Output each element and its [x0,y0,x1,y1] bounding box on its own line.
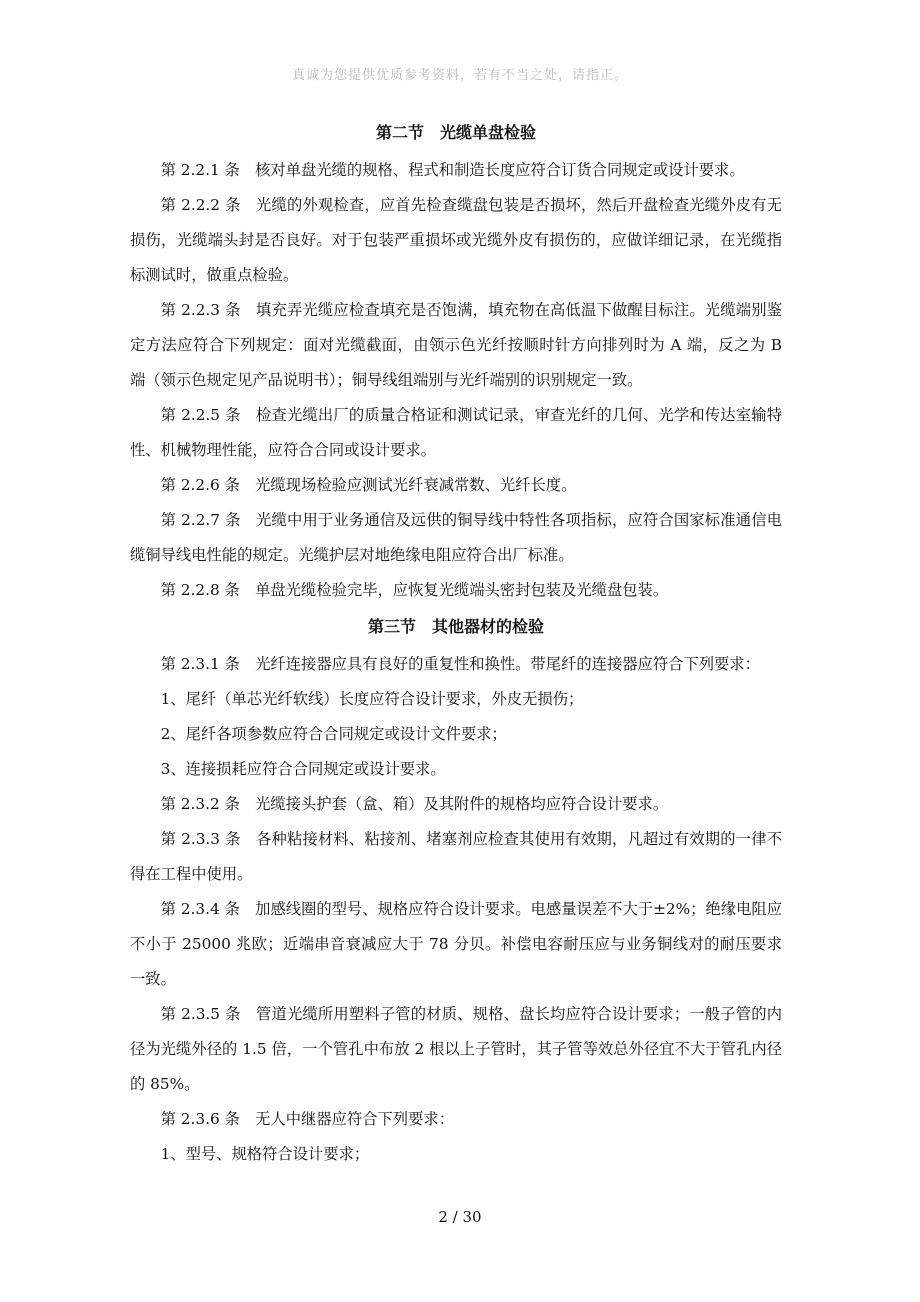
section-2-3 [130,616,782,1172]
clause-2-3-4: 第 2.3.4 条 加感线圈的型号、规格应符合设计要求。电感量误差不大于±2%；绝缘电阻应不小于 25000 兆欧；近端串音衰减应大于 78 分贝。补偿电容耐压应与业务铜线对的耐压要求一致。 [130,900,782,988]
list-item: 1、尾纤（单芯光纤软线）长度应符合设计要求，外皮无损伤； [160,690,584,708]
section-title: 第二节 光缆单盘检验 [375,123,536,142]
clause-2-2-3: 第 2.2.3 条 填充弄光缆应检查填充是否饱满，填充物在高低温下做醒目标注。光缆端别鉴定方法应符合下列规定：面对光缆截面，由领示色光纤按顺时针方向排列时为 A 端，反之为 B 端（领示色规定见产品说明书）；铜导线组端别与光纤端别的识别规定一致。 [130,301,782,389]
clause-2-2-6: 第 2.2.6 条 光缆现场检验应测试光纤衰减常数、光纤长度。 [160,476,577,494]
clause-2-3-3: 第 2.3.3 条 各种粘接材料、粘接剂、堵塞剂应检查其使用有效期，凡超过有效期的一律不得在工程中使用。 [130,830,782,883]
clause-2-2-1: 第 2.2.1 条 核对单盘光缆的规格、程式和制造长度应符合订货合同规定或设计要求。 [160,161,745,179]
list-item: 2、尾纤各项参数应符合合同规定或设计文件要求； [160,725,507,743]
section-title: 第三节 其他器材的检验 [367,617,544,636]
clause-2-2-2: 第 2.2.2 条 光缆的外观检查，应首先检查缆盘包装是否损坏，然后开盘检查光缆外皮有无损伤，光缆端头封是否良好。对于包装严重损坏或光缆外皮有损伤的，应做详细记录，在光缆指标测试时，做重点检验。 [130,196,782,284]
clause-2-3-1: 第 2.3.1 条 光纤连接器应具有良好的重复性和换性。带尾纤的连接器应符合下列要求： [160,655,760,673]
page-number: 2 / 30 [438,1208,482,1226]
list-item: 1、型号、规格符合设计要求； [160,1145,370,1163]
clause-2-2-8: 第 2.2.8 条 单盘光缆检验完毕，应恢复光缆端头密封包装及光缆盘包装。 [160,581,669,599]
header-watermark: 真诚为您提供优质参考资料，若有不当之处，请指正。 [291,68,628,83]
clause-2-3-6: 第 2.3.6 条 无人中继器应符合下列要求： [160,1110,454,1128]
clause-2-2-5: 第 2.2.5 条 检查光缆出厂的质量合格证和测试记录，审查光纤的几何、光学和传达室输特性、机械物理性能，应符合合同或设计要求。 [130,406,782,459]
clause-2-3-2: 第 2.3.2 条 光缆接头护套（盒、箱）及其附件的规格均应符合设计要求。 [160,795,669,813]
list-item: 3、连接损耗应符合合同规定或设计要求。 [160,760,446,778]
clause-2-3-5: 第 2.3.5 条 管道光缆所用塑料子管的材质、规格、盘长均应符合设计要求；一般子管的内径为光缆外径的 1.5 倍，一个管孔中布放 2 根以上子管时，其子管等效总外径宜不大于管孔内径的 85%。 [130,1005,782,1093]
section-2-2 [130,122,782,608]
clause-2-2-7: 第 2.2.7 条 光缆中用于业务通信及远供的铜导线中特性各项指标，应符合国家标准通信电缆铜导线电性能的规定。光缆护层对地绝缘电阻应符合出厂标准。 [130,511,782,564]
document-body [130,114,782,1172]
